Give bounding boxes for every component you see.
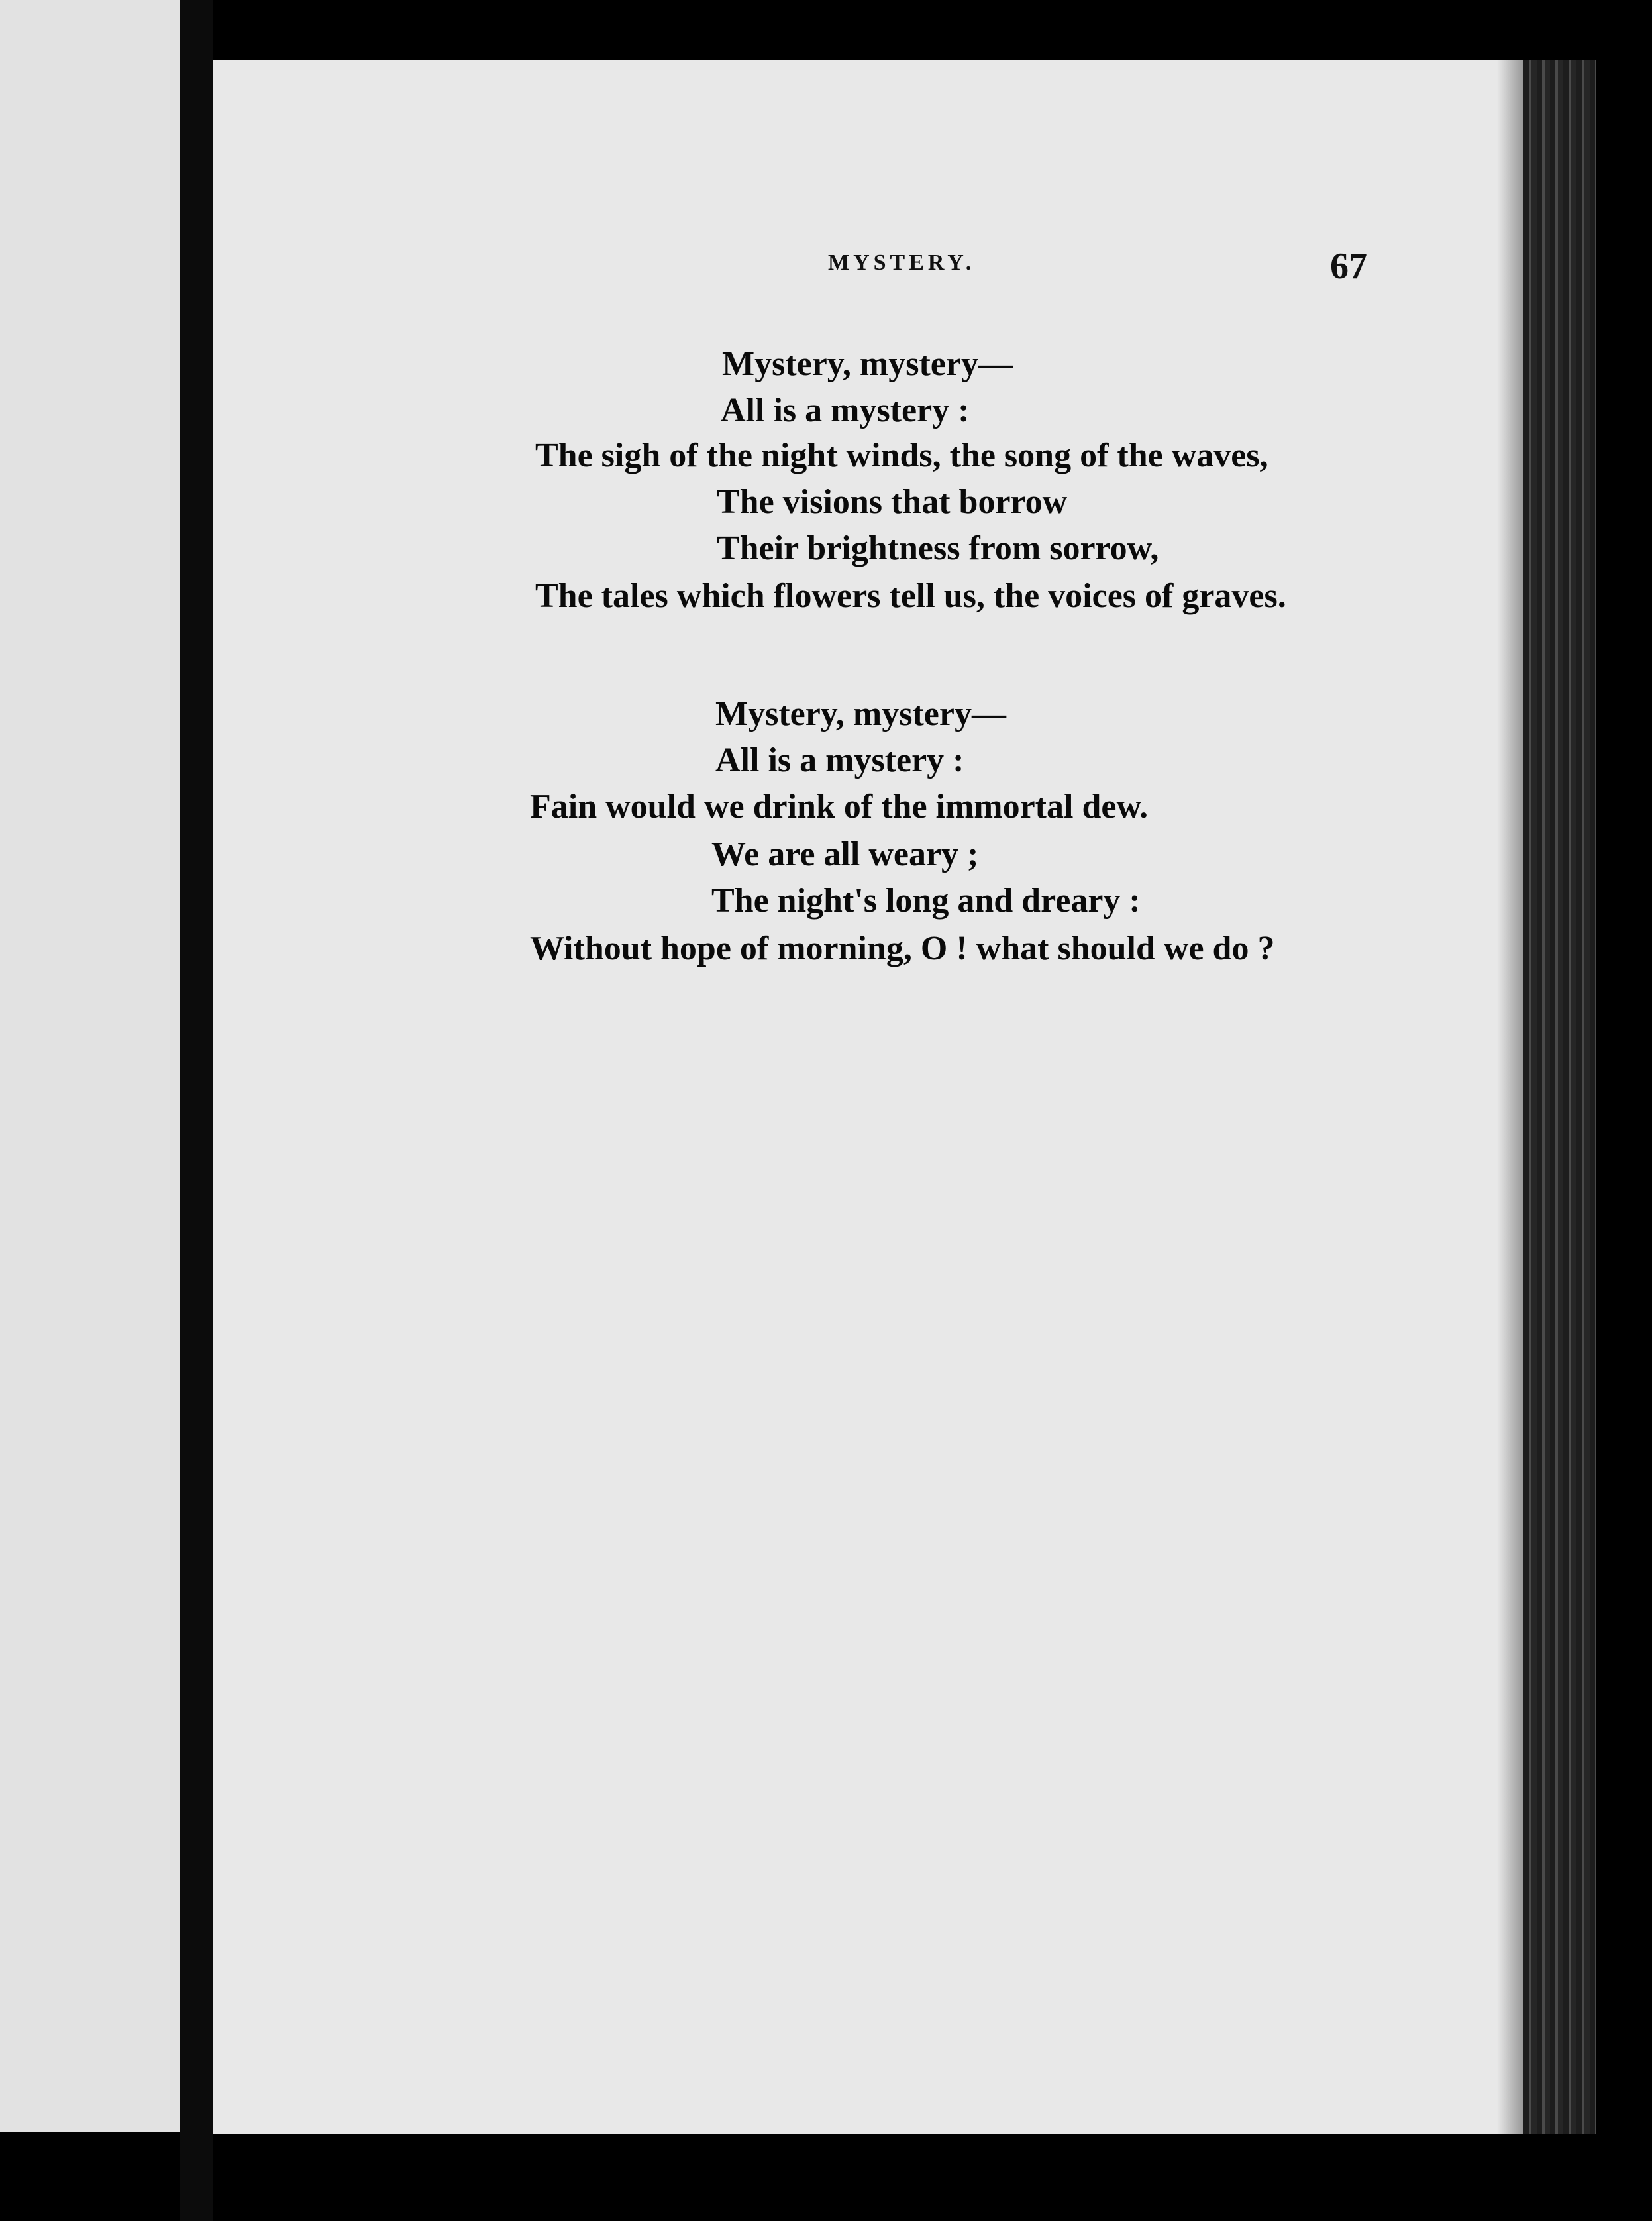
poem-line: The sigh of the night winds, the song of the waves, [535, 437, 1268, 474]
poem-line: Their brightness from sorrow, [717, 529, 1159, 567]
poem-line: All is a mystery : [721, 392, 970, 429]
book-gutter [180, 0, 213, 2221]
poem-line: Fain would we drink of the immortal dew. [530, 788, 1149, 826]
poem-line: Mystery, mystery— [722, 345, 1013, 383]
poem-line: The tales which flowers tell us, the voices of graves. [535, 577, 1286, 615]
poem-line: The visions that borrow [717, 483, 1068, 521]
poem-line: Without hope of morning, O ! what should we do ? [530, 930, 1275, 967]
running-header: MYSTERY. [828, 250, 976, 275]
facing-page-edge [0, 0, 180, 2132]
poem-line: We are all weary ; [711, 836, 979, 873]
page-edge-shadow [1497, 60, 1523, 2134]
page-number: 67 [1330, 246, 1367, 287]
page-edges-stack [1523, 60, 1596, 2134]
poem-line: The night's long and dreary : [711, 882, 1141, 920]
poem-line: All is a mystery : [715, 741, 964, 779]
poem-line: Mystery, mystery— [715, 695, 1006, 733]
